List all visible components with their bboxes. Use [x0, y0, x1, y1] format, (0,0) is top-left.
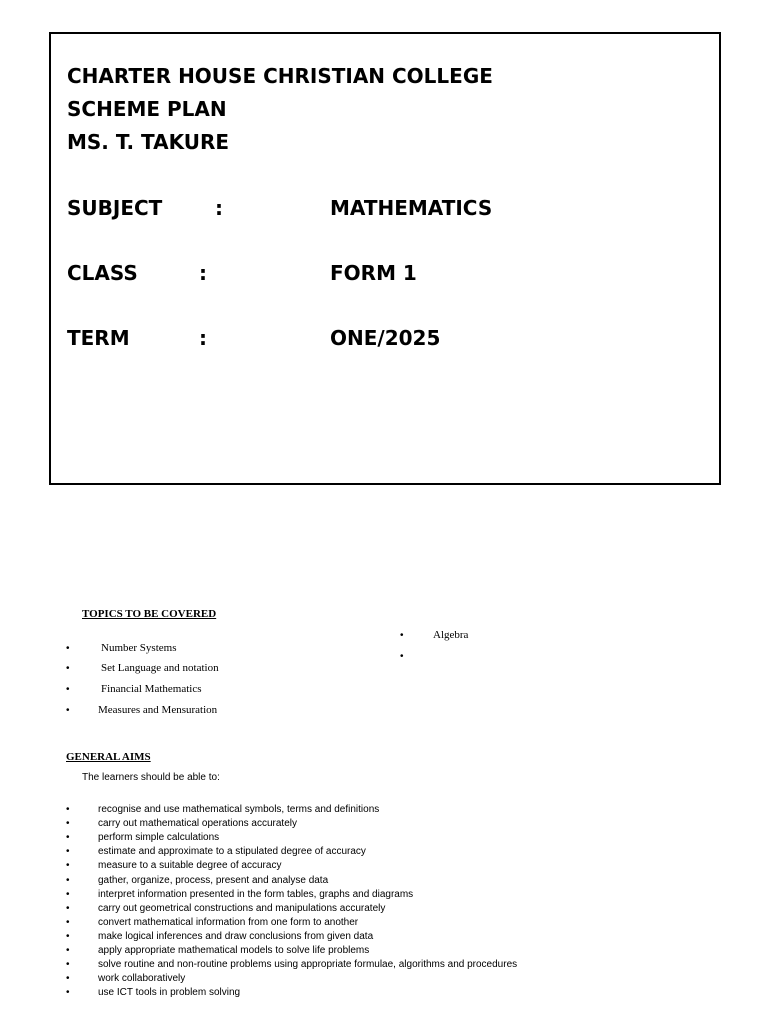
class-label: CLASS [67, 261, 138, 285]
topics-heading: TOPICS TO BE COVERED [82, 608, 217, 620]
topic-number-systems: Number Systems [101, 642, 177, 654]
topic-set-language: Set Language and notation [101, 662, 219, 674]
subject-value: MATHEMATICS [330, 196, 493, 220]
aim-text: apply appropriate mathematical models to solve life problems [98, 945, 370, 956]
term-colon: : [199, 326, 207, 350]
aim-bullet: • [66, 973, 70, 985]
aim-text: interpret information presented in the form tables, graphs and diagrams [98, 888, 414, 900]
class-value: FORM 1 [330, 261, 417, 285]
aim-bullet: • [66, 987, 70, 999]
aim-bullet: • [66, 860, 70, 872]
aim-text: estimate and approximate to a stipulated degree of accuracy [98, 846, 366, 858]
aim-bullet: • [66, 818, 70, 830]
aim-bullet: • [66, 888, 70, 900]
aim-bullet: • [66, 902, 70, 914]
college-name: CHARTER HOUSE CHRISTIAN COLLEGE [67, 64, 493, 88]
topic-algebra: Algebra [433, 629, 469, 641]
aim-bullet: • [66, 945, 70, 956]
aim-text: gather, organize, process, present and analyse data [98, 874, 329, 886]
aim-bullet: • [66, 916, 70, 928]
term-row [67, 326, 667, 350]
topic-bullet: • [66, 643, 70, 654]
subject-colon: : [215, 196, 223, 220]
term-value: ONE/2025 [330, 326, 441, 350]
topic-bullet: • [66, 684, 70, 695]
topic-measures-mensuration: Measures and Mensuration [98, 704, 218, 716]
aim-bullet: • [66, 804, 70, 815]
aims-intro: The learners should be able to: [82, 772, 220, 783]
class-row [67, 261, 667, 285]
class-colon: : [199, 261, 207, 285]
aims-heading: GENERAL AIMS [66, 751, 151, 763]
aim-text: make logical inferences and draw conclusions from given data [98, 930, 374, 942]
title-box [49, 32, 721, 485]
topic-bullet: • [66, 663, 70, 674]
scheme-plan-title: SCHEME PLAN [67, 97, 227, 121]
aim-bullet: • [66, 846, 70, 858]
aim-text: solve routine and non-routine problems using appropriate formulae, algorithms and procedures [98, 959, 518, 971]
aim-text: use ICT tools in problem solving [98, 987, 241, 999]
aim-text: measure to a suitable degree of accuracy [98, 860, 282, 872]
aim-text: carry out mathematical operations accurately [98, 818, 297, 830]
teacher-name: MS. T. TAKURE [67, 130, 230, 154]
subject-label: SUBJECT [67, 196, 163, 220]
aim-text: work collaboratively [98, 973, 186, 985]
aim-bullet: • [66, 832, 70, 844]
aim-bullet: • [66, 874, 70, 886]
term-label: TERM [67, 326, 130, 350]
subject-row [67, 196, 667, 220]
topic-bullet: • [400, 630, 404, 641]
aim-bullet: • [66, 959, 70, 971]
aim-text: perform simple calculations [98, 832, 220, 844]
aim-text: carry out geometrical constructions and manipulations accurately [98, 902, 386, 914]
aim-text: convert mathematical information from one form to another [98, 916, 359, 928]
topic-financial-mathematics: Financial Mathematics [101, 683, 202, 695]
aim-bullet: • [66, 930, 70, 942]
topic-bullet: • [66, 705, 70, 716]
aim-text: recognise and use mathematical symbols, terms and definitions [98, 804, 380, 815]
topic-bullet-empty: • [400, 651, 404, 662]
